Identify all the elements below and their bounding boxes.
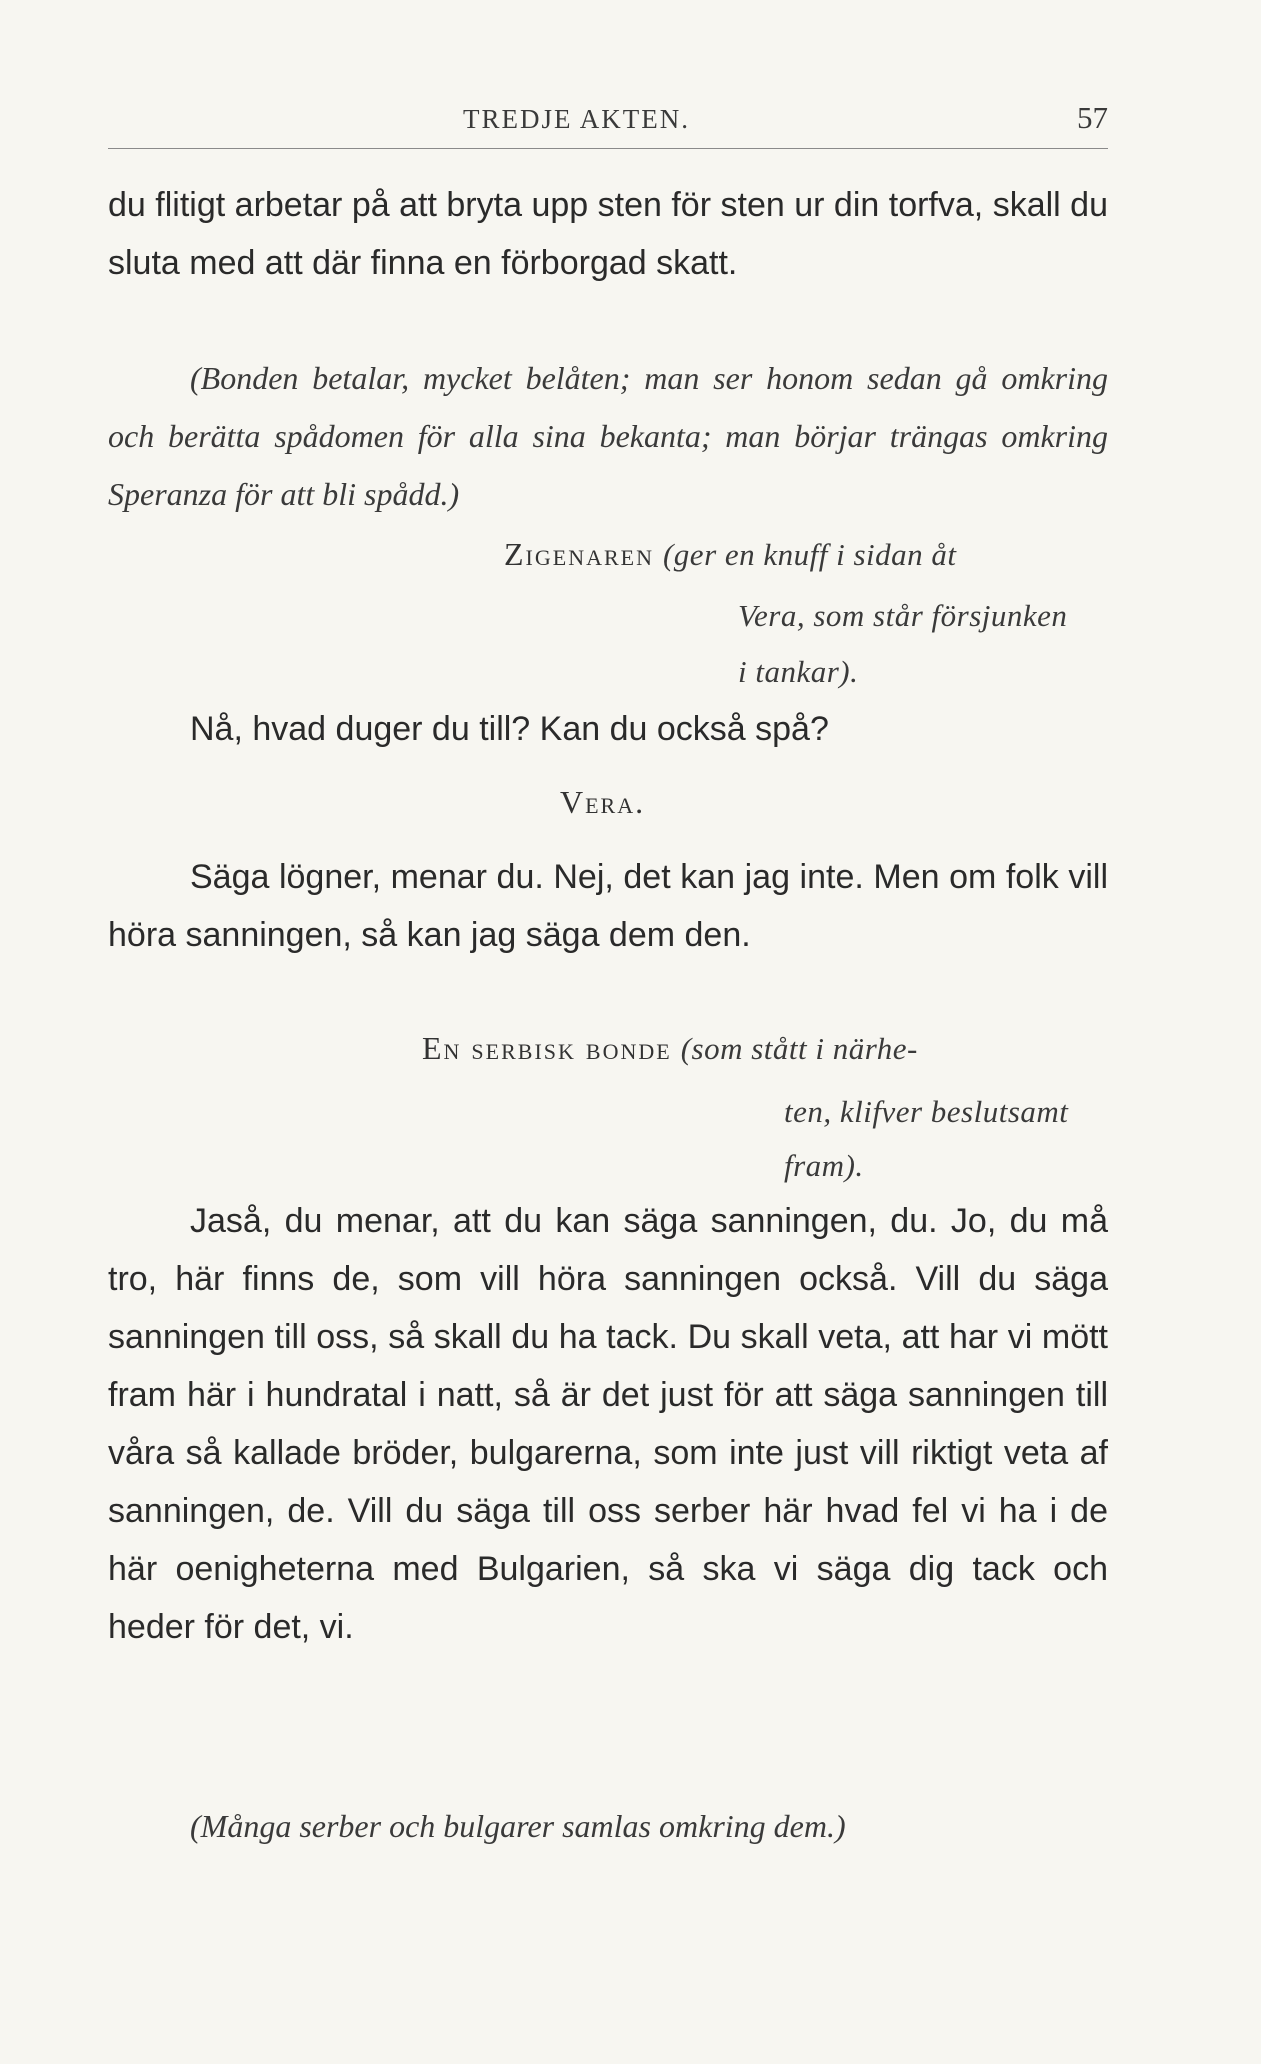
header-rule <box>108 148 1108 149</box>
speaker-name: En serbisk bonde <box>422 1030 672 1066</box>
page-number: 57 <box>1077 100 1108 135</box>
speaker-direction-line: Vera, som står försjunken <box>738 598 1068 633</box>
paragraph-zigenaren: Nå, hvad duger du till? Kan du också spå? <box>190 710 829 748</box>
speaker-serbisk-bonde <box>422 1030 918 1067</box>
speaker-name: Zigenaren <box>504 536 654 572</box>
speaker-direction: (ger en knuff i sidan åt <box>662 537 957 572</box>
speaker-zigenaren <box>504 536 957 573</box>
stage-direction-samlas: (Många serber och bulgarer samlas omkring dem.) <box>190 1808 846 1844</box>
stage-direction-bonden: (Bonden betalar, mycket belåten; man ser honom sedan gå omkring och berätta spådomen för alla sina bekanta; man börjar trängas omkring Speranza för att bli spådd.) <box>108 360 1108 512</box>
speaker-vera: Vera. <box>560 784 646 820</box>
speaker-direction: (som stått i närhe- <box>680 1031 918 1066</box>
running-head <box>108 100 1108 140</box>
speaker-direction-line: fram). <box>784 1148 864 1183</box>
running-title: TREDJE AKTEN. <box>463 104 690 134</box>
speaker-direction-line: ten, klifver beslutsamt <box>784 1094 1069 1129</box>
speaker-direction-line: i tankar). <box>738 654 859 689</box>
paragraph-serbisk-bonde: Jaså, du menar, att du kan säga sanningen, du. Jo, du må tro, här finns de, som vill höra sanningen också. Vill du säga sanningen till oss, så skall du ha tack. Du skall veta, att har vi mött fram här i hundratal i natt, så är det just för att säga sanningen till våra så kallade bröder, bulgarerna, som inte just vill riktigt veta af sanningen, de. Vill du säga till oss serber här hvad fel vi ha i de här oenigheterna med Bulgarien, så ska vi säga dig tack och heder för det, vi. <box>108 1202 1108 1646</box>
paragraph-vera: Säga lögner, menar du. Nej, det kan jag inte. Men om folk vill höra sanningen, så kan jag säga dem den. <box>108 858 1108 954</box>
paragraph-continuation: du flitigt arbetar på att bryta upp sten för sten ur din torfva, skall du sluta med att där finna en förborgad skatt. <box>108 186 1108 282</box>
